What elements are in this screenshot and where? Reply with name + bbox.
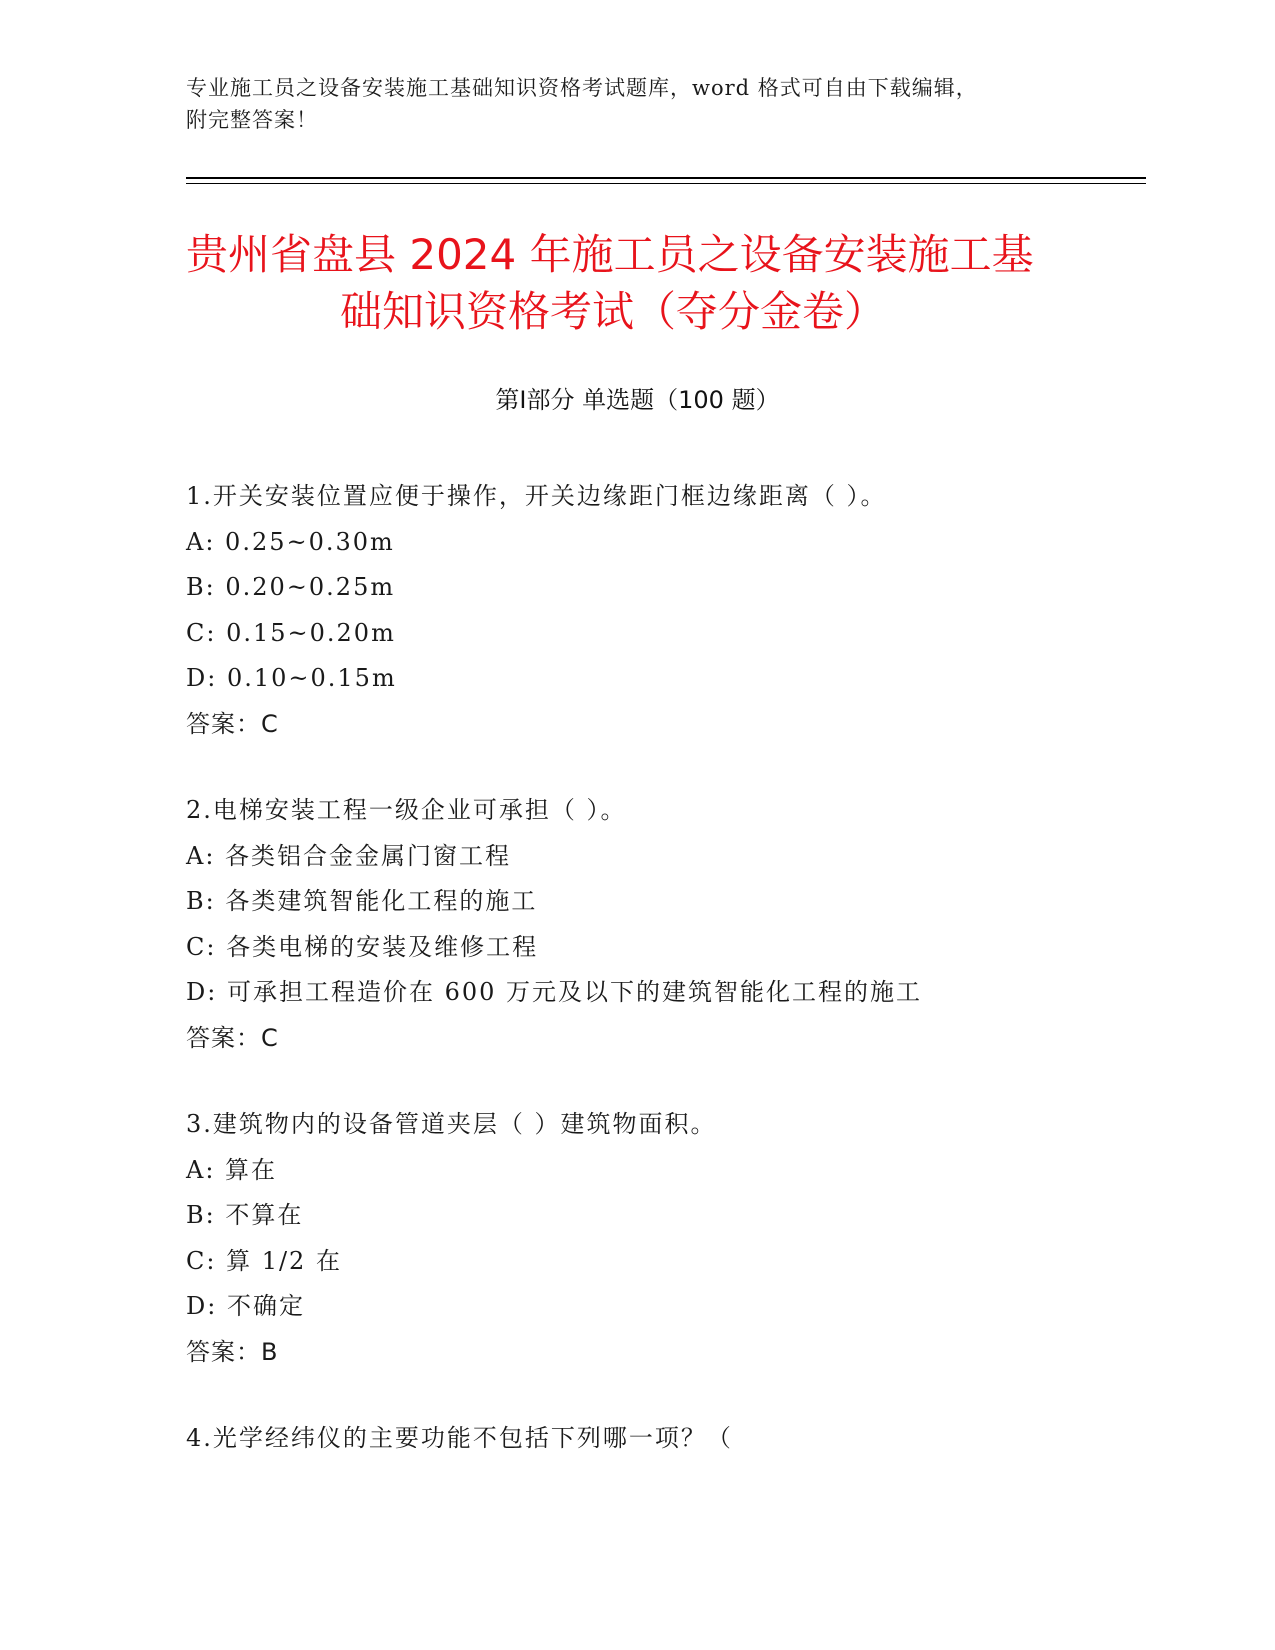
header-divider-thick — [186, 177, 1146, 179]
header-note — [186, 72, 1066, 136]
option-d: D: 不确定 — [186, 1292, 305, 1320]
option-d: D: 0.10~0.15m — [186, 664, 397, 692]
option-c: C: 各类电梯的安装及维修工程 — [186, 932, 539, 961]
option-a: A: 0.25~0.30m — [186, 527, 395, 556]
question-4 — [186, 1416, 1146, 1462]
header-note-line1: 专业施工员之设备安装施工基础知识资格考试题库，word 格式可自由下载编辑， — [186, 76, 978, 100]
section-heading: 第Ⅰ部分 单选题（100 题） — [495, 386, 780, 414]
option-b: B: 不算在 — [186, 1201, 304, 1229]
option-b: B: 0.20~0.25m — [186, 573, 396, 601]
answer: 答案：B — [186, 1337, 279, 1366]
title-line1: 贵州省盘县 2024 年施工员之设备安装施工基 — [186, 230, 1034, 279]
question-3 — [186, 1102, 1146, 1375]
option-b: B: 各类建筑智能化工程的施工 — [186, 887, 538, 915]
question-2 — [186, 788, 1146, 1061]
document-title — [186, 226, 1086, 340]
option-c: C: 0.15~0.20m — [186, 618, 396, 647]
option-a: A: 各类铝合金金属门窗工程 — [186, 841, 512, 870]
option-d: D: 可承担工程造价在 600 万元及以下的建筑智能化工程的施工 — [186, 978, 923, 1006]
question-stem: 2.电梯安装工程一级企业可承担（ ）。 — [186, 796, 627, 824]
header-divider-thin — [186, 183, 1146, 184]
question-stem: 1.开关安装位置应便于操作，开关边缘距门框边缘距离（ ）。 — [186, 482, 887, 510]
header-note-line2: 附完整答案！ — [186, 108, 318, 132]
question-list — [186, 474, 1146, 1503]
answer: 答案：C — [186, 1023, 279, 1052]
question-stem: 4.光学经纬仪的主要功能不包括下列哪一项？（ — [186, 1424, 733, 1452]
option-c: C: 算 1/2 在 — [186, 1246, 342, 1275]
title-line2: 础知识资格考试（夺分金卷） — [340, 287, 887, 336]
question-stem: 3.建筑物内的设备管道夹层（ ）建筑物面积。 — [186, 1110, 717, 1138]
answer: 答案：C — [186, 709, 279, 738]
question-1 — [186, 474, 1146, 747]
option-a: A: 算在 — [186, 1155, 278, 1184]
